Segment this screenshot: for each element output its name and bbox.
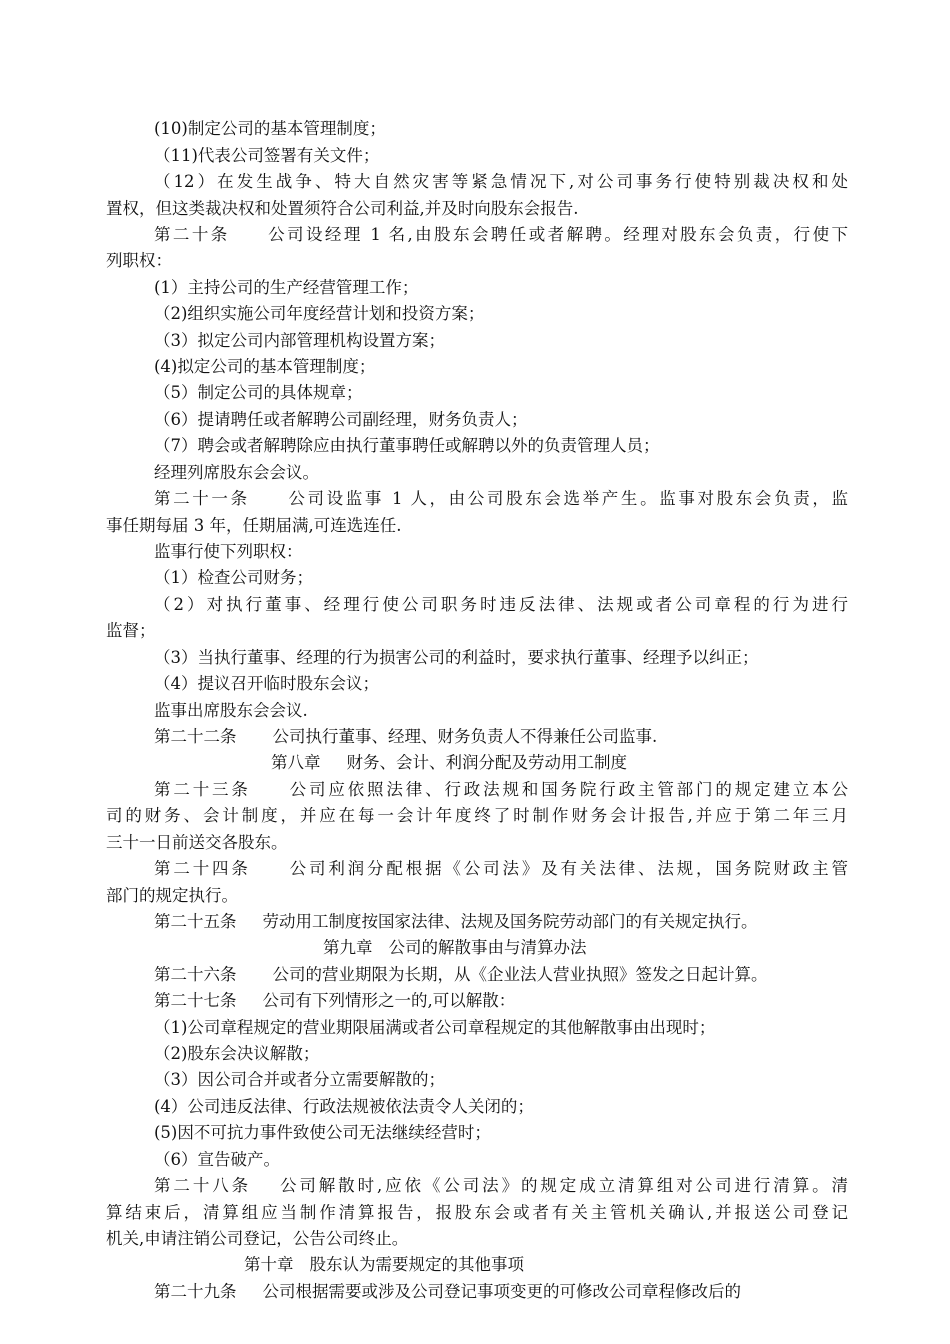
list-item: （11)代表公司签署有关文件； [154,146,380,165]
list-item: （3）因公司合并或者分立需要解散的； [154,1070,445,1089]
list-item: 经理列席股东会会议。 [154,463,319,482]
list-item-2-line1: （2）对执行董事、经理行使公司职务时违反法律、法规或者公司章程的行为进行 [154,595,848,614]
list-item: （3）拟定公司内部管理机构设置方案； [154,331,445,350]
list-item: (4）公司违反法律、行政法规被依法责令人关闭的； [154,1097,534,1116]
article-text: 公司根据需要或涉及公司登记事项变更的可修改公司章程修改后的 [262,1282,741,1301]
article-20-line2: 列职权： [106,251,172,270]
chapter-title: 股东认为需要规定的其他事项 [309,1255,524,1274]
article-number: 第二十九条 [154,1282,237,1301]
article-20-line1: 第二十条 公司设经理 1 名,由股东会聘任或者解聘。经理对股东会负责，行使下 [154,225,849,244]
article-number: 第二十七条 [154,991,237,1010]
chapter-number: 第十章 [244,1255,294,1274]
list-item: 监事出席股东会会议. [154,701,308,720]
article-23-line2: 司的财务、会计制度，并应在每一会计年度终了时制作财务会计报告,并应于第二年三月 [106,806,848,825]
article-28-line3: 机关,申请注销公司登记，公告公司终止。 [106,1229,409,1248]
list-item: (4)拟定公司的基本管理制度； [154,357,376,376]
article-number: 第二十三条 [154,780,251,799]
list-item: （1）检查公司财务； [154,568,313,587]
list-item: (5)因不可抗力事件致使公司无法继续经营时； [154,1123,491,1142]
article-number: 第二十四条 [154,859,251,878]
chapter-number: 第九章 [323,938,373,957]
chapter-number: 第八章 [271,753,321,772]
list-item: （3）当执行董事、经理的行为损害公司的利益时，要求执行董事、经理予以纠正； [154,648,759,667]
article-text: 公司执行董事、经理、财务负责人不得兼任公司监事. [272,727,658,746]
article-number: 第二十六条 [154,965,237,984]
list-item: （7）聘会或者解聘除应由执行董事聘任或解聘以外的负责管理人员； [154,436,660,455]
list-item: （6）提请聘任或者解聘公司副经理，财务负责人； [154,410,528,429]
list-item: （5）制定公司的具体规章； [154,383,363,402]
list-item: （1)公司章程规定的营业期限届满或者公司章程规定的其他解散事由出现时； [154,1018,716,1037]
article-text: 公司的营业期限为长期，从《企业法人营业执照》签发之日起计算。 [272,965,768,984]
list-item-12-line1: （12）在发生战争、特大自然灾害等紧急情况下,对公司事务行使特别裁决权和处 [154,172,848,191]
chapter-heading [323,935,587,961]
chapter-heading [244,1252,524,1278]
list-item: （2)组织实施公司年度经营计划和投资方案； [154,304,485,323]
article-number: 第二十一条 [154,489,250,508]
list-item: (1）主持公司的生产经营管理工作； [154,278,419,297]
article-22 [154,724,657,750]
paragraph: 监事行使下列职权： [154,542,303,561]
article-number: 第二十五条 [154,912,237,931]
article-24-line2: 部门的规定执行。 [106,886,238,905]
chapter-heading [271,750,627,776]
list-item: （6）宣告破产。 [154,1150,280,1169]
article-27 [154,988,515,1014]
article-21-line2: 事任期每届 3 年，任期届满,可连选连任. [106,516,402,535]
article-number: 第二十二条 [154,727,237,746]
chapter-title: 公司的解散事由与清算办法 [388,938,587,957]
article-23-line3: 三十一日前送交各股东。 [106,833,288,852]
article-29 [154,1279,741,1305]
list-item: (10)制定公司的基本管理制度； [154,119,386,138]
article-23-line1: 第二十三条 公司应依照法律、行政法规和国务院行政主管部门的规定建立本公 [154,780,849,799]
article-text: 公司有下列情形之一的,可以解散： [262,991,516,1010]
list-item-12-line2: 置权，但这类裁决权和处置须符合公司利益,并及时向股东会报告. [106,199,579,218]
list-item: （2)股东会决议解散； [154,1044,320,1063]
article-26 [154,962,768,988]
article-number: 第二十条 [154,225,230,244]
chapter-title: 财务、会计、利润分配及劳动用工制度 [346,753,627,772]
article-24-line1: 第二十四条 公司利润分配根据《公司法》及有关法律、法规，国务院财政主管 [154,859,849,878]
article-number: 第二十八条 [154,1176,252,1195]
article-28-line1: 第二十八条 公司解散时,应依《公司法》的规定成立清算组对公司进行清算。清 [154,1176,849,1195]
article-28-line2: 算结束后，清算组应当制作清算报告，报股东会或者有关主管机关确认,并报送公司登记 [106,1203,848,1222]
list-item: （4）提议召开临时股东会议； [154,674,379,693]
list-item-2-line2: 监督； [106,621,156,640]
article-text: 劳动用工制度按国家法律、法规及国务院劳动部门的有关规定执行。 [262,912,758,931]
article-21-line1: 第二十一条 公司设监事 1 人，由公司股东会选举产生。监事对股东会负责，监 [154,489,848,508]
article-25 [154,909,758,935]
